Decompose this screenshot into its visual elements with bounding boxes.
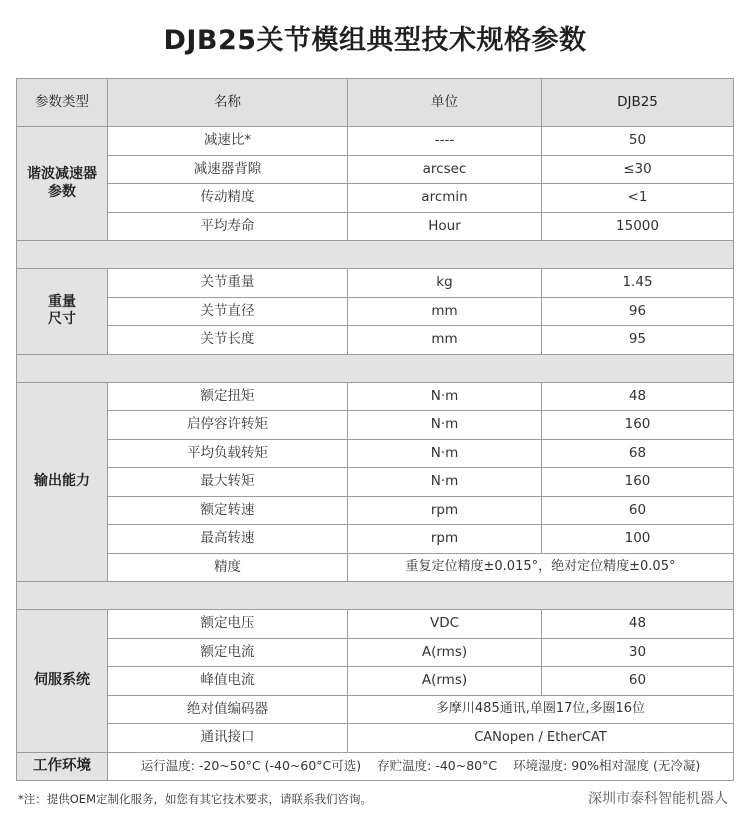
row-value: 60 [542, 496, 734, 525]
row-value: 15000 [542, 212, 734, 241]
row-value: 96 [542, 297, 734, 326]
table-row [17, 212, 734, 241]
row-unit: N·m [348, 411, 542, 440]
row-name: 绝对值编码器 [108, 695, 348, 724]
row-name: 额定转速 [108, 496, 348, 525]
table-row [17, 610, 734, 639]
row-unit: mm [348, 297, 542, 326]
table-row [17, 525, 734, 554]
row-name: 额定电流 [108, 638, 348, 667]
row-value-merged: 重复定位精度±0.015°，绝对定位精度±0.05° [348, 553, 734, 582]
table-row [17, 439, 734, 468]
row-unit: mm [348, 326, 542, 355]
separator-row [17, 354, 734, 382]
table-row [17, 297, 734, 326]
row-value: 60 [542, 667, 734, 696]
footnote: *注：提供OEM定制化服务，如您有其它技术要求，请联系我们咨询。 [18, 792, 372, 806]
row-unit: N·m [348, 439, 542, 468]
row-unit: Hour [348, 212, 542, 241]
row-value: ≤30 [542, 155, 734, 184]
page-title: DJB25关节模组典型技术规格参数 [163, 25, 587, 56]
row-value-merged: CANopen / EtherCAT [348, 724, 734, 753]
header-name: 名称 [108, 79, 348, 127]
group-label-line: 谐波减速器 [27, 166, 97, 182]
row-unit: N·m [348, 382, 542, 411]
row-name: 精度 [108, 553, 348, 582]
group-label-harmonic [17, 127, 108, 241]
row-name: 减速器背隙 [108, 155, 348, 184]
row-value: 160 [542, 468, 734, 497]
group-label-line: 参数 [48, 183, 76, 200]
row-value-merged: 多摩川485通讯,单圈17位,多圈16位 [348, 695, 734, 724]
table-row [17, 155, 734, 184]
row-unit: arcmin [348, 184, 542, 213]
separator-row [17, 241, 734, 269]
table-row [17, 496, 734, 525]
row-value: 68 [542, 439, 734, 468]
header-value: DJB25 [542, 79, 734, 127]
row-name: 峰值电流 [108, 667, 348, 696]
run-temperature: 运行温度: -20~50°C (-40~60°C可选) [140, 758, 362, 774]
table-row [17, 411, 734, 440]
group-label-line: 重量 [48, 293, 76, 310]
separator-cell [17, 582, 734, 610]
table-row [17, 184, 734, 213]
table-row [17, 127, 734, 156]
row-name: 通讯接口 [108, 724, 348, 753]
row-unit: N·m [348, 468, 542, 497]
table-row [17, 638, 734, 667]
row-name: 平均负载转矩 [108, 439, 348, 468]
row-value: 160 [542, 411, 734, 440]
row-name: 关节重量 [108, 269, 348, 298]
separator-cell [17, 241, 734, 269]
group-label-output: 输出能力 [17, 382, 108, 582]
table-row [17, 382, 734, 411]
row-value: 48 [542, 610, 734, 639]
table-row [17, 553, 734, 582]
row-value: 50 [542, 127, 734, 156]
environment-label: 工作环境 [17, 752, 108, 781]
storage-temperature: 存贮温度: -40~80°C [377, 758, 498, 774]
row-unit: arcsec [348, 155, 542, 184]
table-row [17, 695, 734, 724]
row-unit: A(rms) [348, 638, 542, 667]
row-name: 额定扭矩 [108, 382, 348, 411]
row-name: 额定电压 [108, 610, 348, 639]
table-row [17, 326, 734, 355]
table-header-row [17, 79, 734, 127]
table-row [17, 269, 734, 298]
row-name: 平均寿命 [108, 212, 348, 241]
row-unit: ---- [348, 127, 542, 156]
row-value: <1 [542, 184, 734, 213]
row-name: 启停容许转矩 [108, 411, 348, 440]
row-unit: VDC [348, 610, 542, 639]
header-type: 参数类型 [17, 79, 108, 127]
header-unit: 单位 [348, 79, 542, 127]
table-row [17, 468, 734, 497]
row-value: 30 [542, 638, 734, 667]
separator-cell [17, 354, 734, 382]
row-value: 100 [542, 525, 734, 554]
row-value: 1.45 [542, 269, 734, 298]
row-unit: kg [348, 269, 542, 298]
row-value: 95 [542, 326, 734, 355]
table-row [17, 667, 734, 696]
row-name: 最高转速 [108, 525, 348, 554]
group-label-servo: 伺服系统 [17, 610, 108, 753]
table-row [17, 724, 734, 753]
row-name: 关节长度 [108, 326, 348, 355]
row-name: 关节直径 [108, 297, 348, 326]
row-name: 最大转矩 [108, 468, 348, 497]
company-name: 深圳市泰科智能机器人 [588, 791, 728, 807]
row-value: 48 [542, 382, 734, 411]
spec-table [16, 78, 734, 781]
environment-row [17, 752, 734, 781]
row-name: 传动精度 [108, 184, 348, 213]
row-name: 减速比* [108, 127, 348, 156]
row-unit: rpm [348, 525, 542, 554]
group-label-weight [17, 269, 108, 355]
humidity: 环境湿度: 90%相对湿度 (无冷凝) [513, 758, 701, 774]
environment-values [108, 752, 734, 781]
separator-row [17, 582, 734, 610]
group-label-line: 尺寸 [48, 311, 76, 328]
row-unit: rpm [348, 496, 542, 525]
row-unit: A(rms) [348, 667, 542, 696]
